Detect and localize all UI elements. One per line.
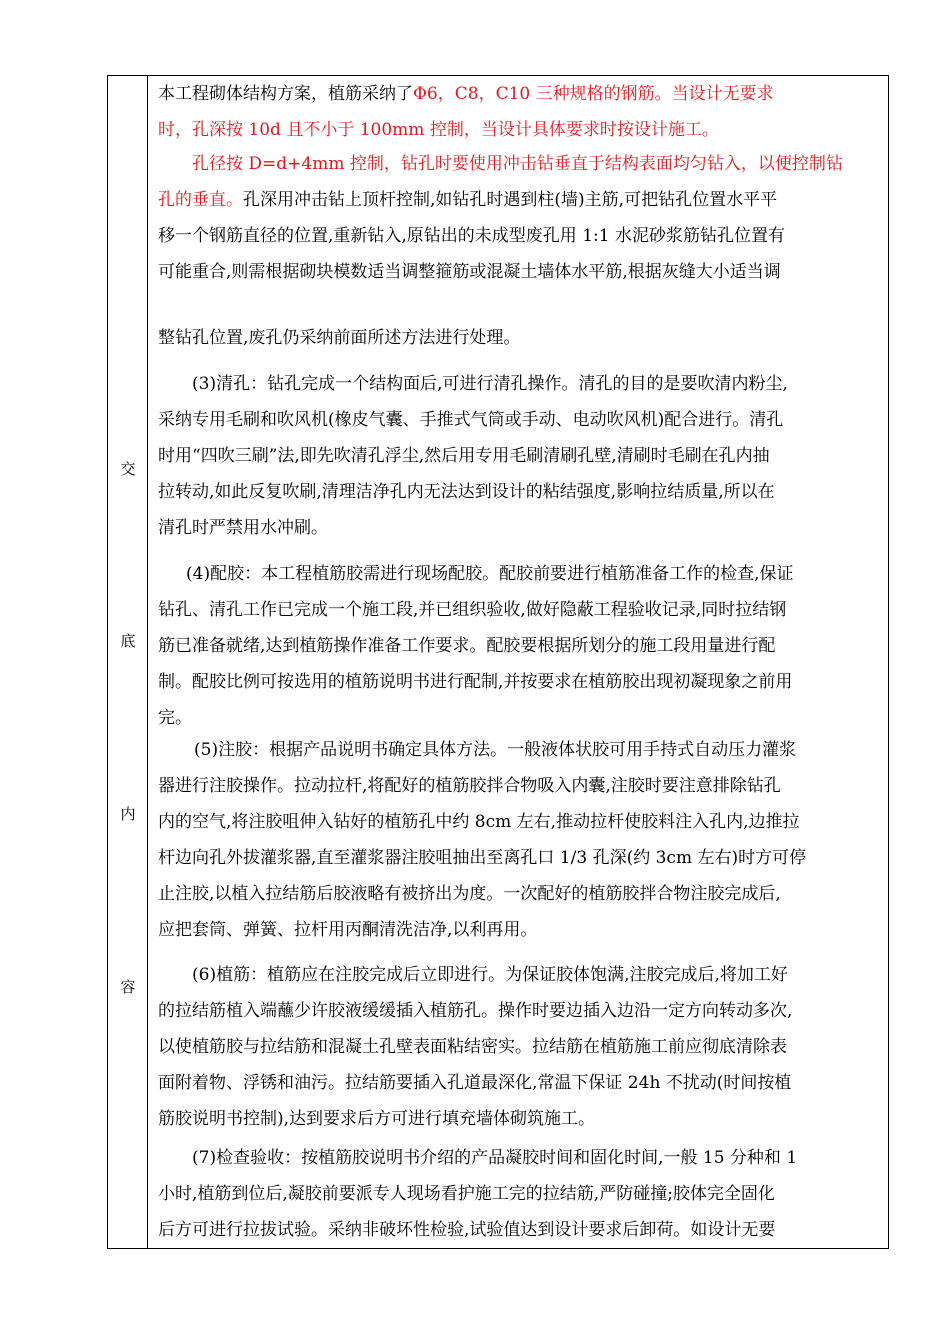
text-line: 时用“四吹三刷”法,即先吹清孔浮尘,然后用专用毛刷清刷孔壁,清刷时毛刷在孔内抽 [158, 446, 770, 466]
text-run: 本工程砌体结构方案，植筋采纳了 [158, 84, 413, 104]
side-label-char: 内 [120, 805, 136, 823]
text-line: 清孔时严禁用水冲刷。 [158, 518, 328, 538]
side-label-char: 交 [120, 460, 136, 478]
paragraph-1 [158, 76, 884, 148]
text-line: 以使植筋胶与拉结筋和混凝土孔壁表面粘结密实。拉结筋在植筋施工前应彻底清除表 [158, 1037, 787, 1057]
text-line: 钻孔、清孔工作已完成一个施工段,并已组织验收,做好隐蔽工程验收记录,同时拉结钢 [158, 600, 787, 620]
text-run-red: 时，孔深按 10d 且不小于 100mm 控制，当设计具体要求时按设计施工。 [158, 120, 719, 140]
text-line: 采纳专用毛刷和吹风机(橡皮气囊、手推式气筒或手动、电动吹风机)配合进行。清孔 [158, 410, 784, 430]
text-line: 拉转动,如此反复吹刷,清理洁净孔内无法达到设计的粘结强度,影响拉结质量,所以在 [158, 482, 775, 502]
text-run-red: Φ6，C8，C10 三种规格的钢筋。当设计无要求 [413, 84, 774, 104]
text-line: 杆边向孔外拔灌浆器,直至灌浆器注胶咀抽出至离孔口 1/3 孔深(约 3cm 左右)时方可停 [158, 848, 807, 868]
paragraph-2-end [158, 320, 884, 356]
text-line: 可能重合,则需根据砌块模数适当调整箍筋或混凝土墙体水平筋,根据灰缝大小适当调 [158, 262, 781, 282]
text-line: 完。 [158, 708, 192, 728]
side-label-column [108, 76, 148, 1248]
text-line: (4)配胶：本工程植筋胶需进行现场配胶。配胶前要进行植筋准备工作的检查,保证 [186, 564, 794, 584]
text-run-red: 孔的垂直。 [158, 190, 243, 210]
paragraph-7 [158, 1140, 884, 1248]
text-line: 应把套筒、弹簧、拉杆用丙酮清洗洁净,以利再用。 [158, 920, 538, 940]
side-label-char: 底 [120, 632, 136, 650]
text-line: 制。配胶比例可按选用的植筋说明书进行配制,并按要求在植筋胶出现初凝现象之前用 [158, 672, 793, 692]
text-line: (6)植筋：植筋应在注胶完成后立即进行。为保证胶体饱满,注胶完成后,将加工好 [192, 965, 788, 985]
paragraph-3 [158, 366, 884, 546]
text-line: 整钻孔位置,废孔仍采纳前面所述方法进行处理。 [158, 328, 521, 348]
text-line: 面附着物、浮锈和油污。拉结筋要插入孔道最深化,常温下保证 24h 不扰动(时间按植 [158, 1073, 792, 1093]
text-line: 移一个钢筋直径的位置,重新钻入,原钻出的未成型废孔用 1:1 水泥砂浆筋钻孔位置有 [158, 226, 785, 246]
text-line: 筋胶说明书控制),达到要求后方可进行填充墙体砌筑施工。 [158, 1109, 596, 1129]
text-line: (3)清孔：钻孔完成一个结构面后,可进行清孔操作。清孔的目的是要吹清内粉尘, [192, 374, 788, 394]
text-line: 筋已准备就绪,达到植筋操作准备工作要求。配胶要根据所划分的施工段用量进行配 [158, 636, 776, 656]
text-line: 的拉结筋植入端蘸少许胶液缓缓插入植筋孔。操作时要边插入边沿一定方向转动多次, [158, 1001, 793, 1021]
text-line: 内的空气,将注胶咀伸入钻好的植筋孔中约 8cm 左右,推动拉杆使胶料注入孔内,边推拉 [158, 812, 800, 832]
side-label-char: 容 [120, 978, 136, 996]
paragraph-4 [158, 556, 884, 736]
document-table [107, 75, 889, 1249]
text-line: 后方可进行拉拔试验。采纳非破坏性检验,试验值达到设计要求后卸荷。如设计无要 [158, 1220, 776, 1240]
text-run: 孔深用冲击钻上顶杆控制,如钻孔时遇到柱(墙)主筋,可把钻孔位置水平平 [243, 190, 778, 210]
text-line: 器进行注胶操作。拉动拉杆,将配好的植筋胶拌合物吸入内囊,注胶时要注意排除钻孔 [158, 776, 781, 796]
text-line: 止注胶,以植入拉结筋后胶液略有被挤出为度。一次配好的植筋胶拌合物注胶完成后, [158, 884, 781, 904]
text-line: (5)注胶：根据产品说明书确定具体方法。一般液体状胶可用手持式自动压力灌浆 [194, 740, 797, 760]
paragraph-6 [158, 957, 884, 1137]
text-run-red: 孔径按 D=d+4mm 控制，钻孔时要使用冲击钻垂直于结构表面均匀钻入，以便控制钻 [192, 154, 843, 174]
paragraph-5 [158, 732, 884, 948]
paragraph-2 [158, 146, 884, 290]
content-cell [158, 76, 884, 1248]
text-line: 小时,植筋到位后,凝胶前要派专人现场看护施工完的拉结筋,严防碰撞;胶体完全固化 [158, 1184, 775, 1204]
text-line: (7)检查验收：按植筋胶说明书介绍的产品凝胶时间和固化时间,一般 15 分种和 1 [192, 1148, 798, 1168]
